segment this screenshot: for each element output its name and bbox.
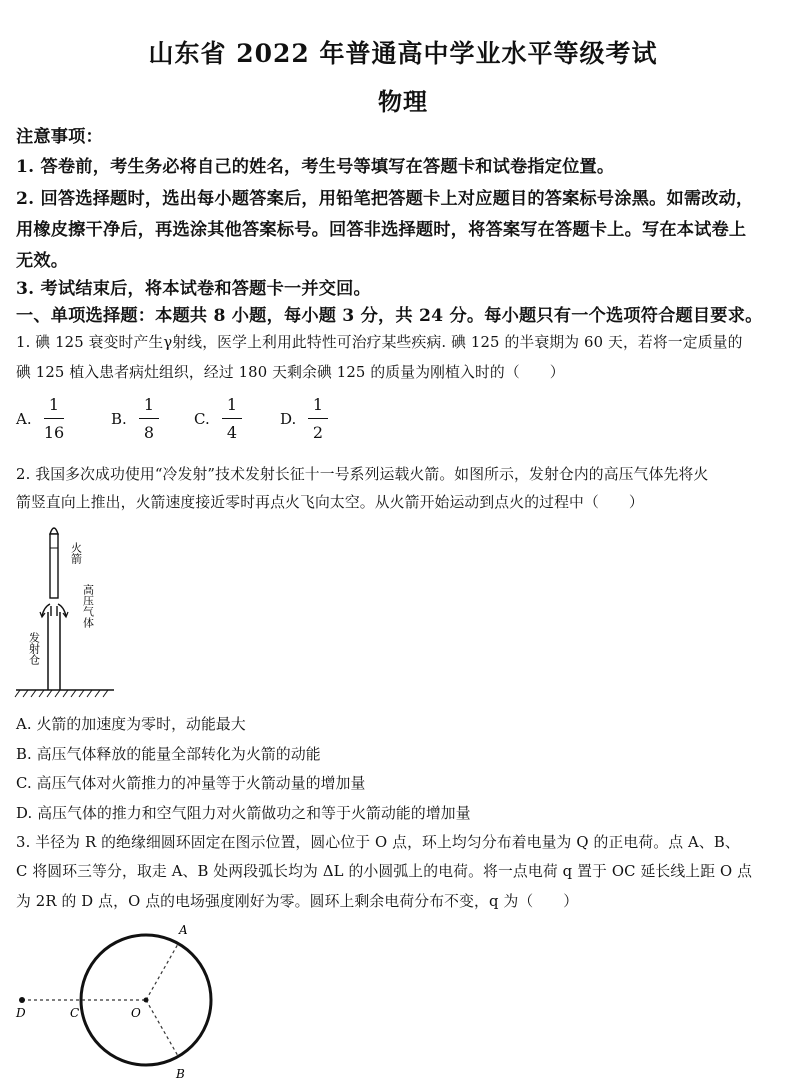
option-label: A.	[16, 410, 32, 428]
fraction-bar	[308, 418, 328, 419]
subject-title: 物理	[378, 87, 428, 116]
denominator: 8	[143, 423, 155, 442]
label-o: O	[131, 1006, 141, 1020]
note-item-2-line-2: 用橡皮擦干净后，再选涂其他答案标号。回答非选择题时，将答案写在答题卡上。写在本试卷上	[16, 220, 747, 240]
q1-options	[16, 393, 416, 449]
note-item-3: 3. 考试结束后，将本试卷和答题卡一并交回。	[16, 279, 371, 299]
charged-ring-figure	[10, 920, 220, 1086]
q2-stem-line-2: 箭竖直向上推出，火箭速度接近零时再点火飞向太空。从火箭开始运动到点火的过程中（ ）	[16, 494, 644, 511]
label-c: C	[70, 1006, 80, 1020]
rocket-body	[50, 534, 58, 598]
label-high-pressure-gas: 高压气体	[81, 584, 95, 628]
gas-arrow-right-icon	[58, 604, 66, 616]
section-heading: 一、单项选择题：本题共 8 小题，每小题 3 分，共 24 分。每小题只有一个选项符合题目要求。	[16, 306, 763, 326]
radius-ob	[146, 1000, 178, 1056]
q2-option-a[interactable]: A. 火箭的加速度为零时，动能最大	[16, 716, 246, 733]
q3-stem-line-2: C 将圆环三等分，取走 A、B 处两段弧长均为 ΔL 的小圆弧上的电荷。将一点电荷 q 置于 OC 延长线上距 O 点	[16, 863, 753, 880]
note-item-2-line-1: 2. 回答选择题时，选出每小题答案后，用铅笔把答题卡上对应题目的答案标号涂黑。如需改动，	[16, 189, 754, 209]
numerator: 1	[143, 395, 155, 414]
denominator: 2	[312, 423, 324, 442]
fraction-bar	[44, 418, 64, 419]
rocket-launch-figure	[14, 520, 124, 705]
numerator: 1	[312, 395, 324, 414]
note-item-1: 1. 答卷前，考生务必将自己的姓名，考生号等填写在答题卡和试卷指定位置。	[16, 157, 615, 177]
point-o	[144, 998, 149, 1003]
label-rocket: 火箭	[69, 542, 83, 564]
rocket-nose-icon	[50, 528, 58, 534]
ground-hatch	[15, 690, 108, 697]
option-label: B.	[111, 410, 127, 428]
denominator: 4	[226, 423, 238, 442]
q2-stem-line-1: 2. 我国多次成功使用“冷发射”技术发射长征十一号系列运载火箭。如图所示，发射仓内的高压气体先将火	[16, 466, 709, 483]
notes-heading: 注意事项：	[16, 127, 103, 147]
label-launch-silo: 发射仓	[27, 632, 41, 665]
numerator: 1	[48, 395, 60, 414]
label-a: A	[179, 923, 188, 937]
q1-stem-line-1: 1. 碘 125 衰变时产生γ射线，医学上利用此特性可治疗某些疾病. 碘 125 的半衰期为 60 天，若将一定质量的	[16, 334, 743, 351]
gas-arrow-left-icon	[42, 604, 50, 616]
denominator: 16	[43, 423, 65, 442]
numerator: 1	[226, 395, 238, 414]
q2-option-c[interactable]: C. 高压气体对火箭推力的冲量等于火箭动量的增加量	[16, 775, 366, 792]
label-b: B	[176, 1067, 185, 1081]
q3-stem-line-1: 3. 半径为 R 的绝缘细圆环固定在图示位置，圆心位于 O 点，环上均匀分布着电量为 Q 的正电荷。点 A、B、	[16, 834, 740, 851]
fraction-bar	[139, 418, 159, 419]
option-label: C.	[194, 410, 210, 428]
radius-oa	[146, 944, 178, 1000]
q3-stem-line-3: 为 2R 的 D 点，O 点的电场强度刚好为零。圆环上剩余电荷分布不变，q 为（ ）	[16, 893, 579, 910]
point-d	[19, 997, 25, 1003]
fraction-bar	[222, 418, 242, 419]
q2-option-b[interactable]: B. 高压气体释放的能量全部转化为火箭的动能	[16, 746, 321, 763]
option-label: D.	[280, 410, 297, 428]
exam-title: 山东省 2022 年普通高中学业水平等级考试	[148, 39, 658, 68]
label-d: D	[16, 1006, 26, 1020]
note-item-2-line-3: 无效。	[16, 251, 69, 271]
q1-stem-line-2: 碘 125 植入患者病灶组织，经过 180 天剩余碘 125 的质量为刚植入时的（ ）	[16, 364, 565, 381]
q2-option-d[interactable]: D. 高压气体的推力和空气阻力对火箭做功之和等于火箭动能的增加量	[16, 805, 471, 822]
